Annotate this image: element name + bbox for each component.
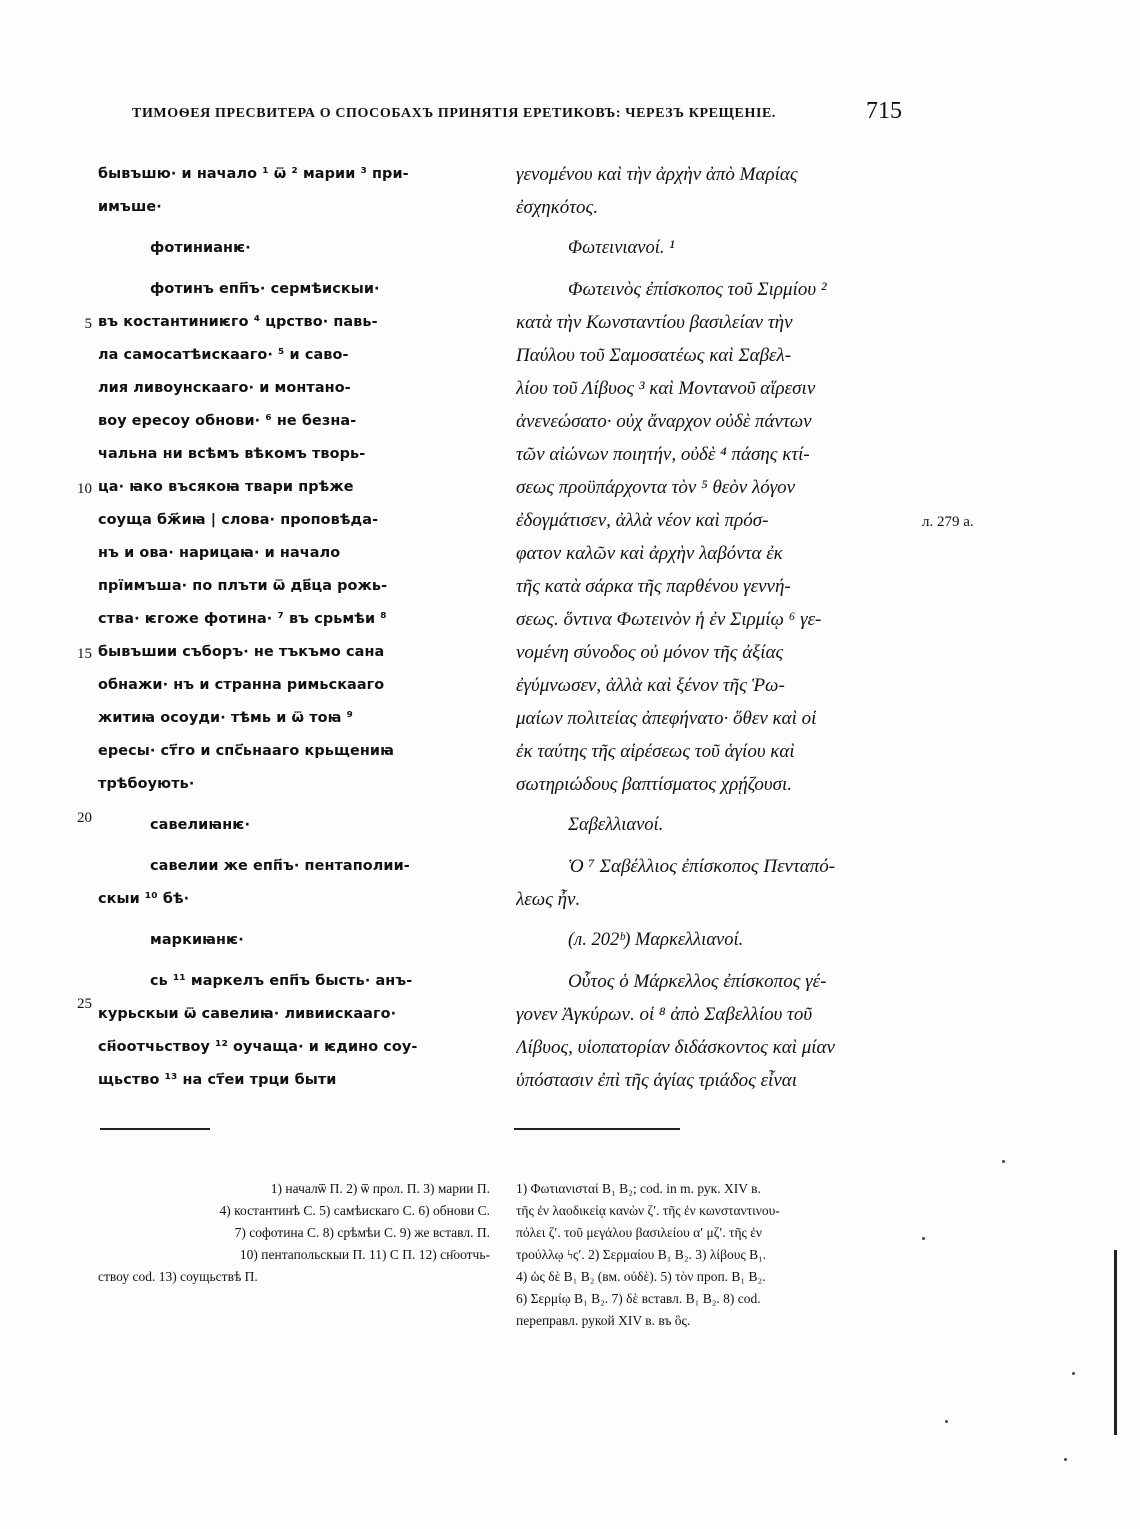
text-line: ἀνενεώσατο· οὐχ ἄναρχον οὐδὲ πάντων bbox=[516, 411, 812, 432]
text-line: σεως. ὅντινα Φωτεινὸν ἡ ἐν Σιρμίῳ ⁶ γε- bbox=[516, 609, 822, 630]
text-line: лия ливоунскааго· и монтано- bbox=[98, 380, 351, 396]
text-line: φατον καλῶν καὶ ἀρχὴν λαβόντα ἐκ bbox=[516, 543, 783, 564]
line-number-20: 20 bbox=[77, 810, 92, 826]
footnote-rule-right bbox=[514, 1128, 680, 1130]
text-line: въ костантиниѥго ⁴ црство· павь- bbox=[98, 314, 378, 330]
running-head bbox=[132, 98, 902, 124]
footnote-line: 4) ὡς δὲ B₁ B₂ (вм. οὐδὲ). 5) τὸν проп. B₁ B₂. bbox=[516, 1269, 766, 1284]
text-line: γονεν Ἀγκύρων. οἱ ⁸ ἀπὸ Σαβελλίου τοῦ bbox=[516, 1004, 813, 1025]
footnote-line: переправл. рукой XIV в. въ ὃς. bbox=[516, 1313, 691, 1328]
footnote-line: 1) Φωτιανισταί B₁ B₂; cod. in m. рук. XIV в. bbox=[516, 1181, 761, 1196]
text-line: ἐδογμάτισεν, ἀλλὰ νέον καὶ πρόσ- bbox=[516, 510, 769, 531]
text-line: нъ и ова· нарицаꙗ· и начало bbox=[98, 545, 341, 561]
greek-heading-marcellians bbox=[516, 924, 904, 957]
scan-speck bbox=[922, 1237, 925, 1240]
line-number-10: 10 bbox=[77, 481, 92, 497]
greek-heading-sabellians bbox=[516, 809, 904, 842]
text-line: ла самосатѣискааго· ⁵ и саво- bbox=[98, 347, 349, 363]
text-line: Ὁ ⁷ Σαβέλλιος ἐπίσκοπος Πενταπό- bbox=[568, 856, 836, 877]
line-number-15: 15 bbox=[77, 646, 92, 662]
text-line: κατὰ τὴν Κωνσταντίου βασιλείαν τὴν bbox=[516, 312, 793, 333]
scan-speck bbox=[1002, 1160, 1005, 1163]
line-number-25: 25 bbox=[77, 996, 92, 1012]
text-line: ересы· ст҃го и спс҃ьнааго крьщениꙗ bbox=[98, 743, 394, 759]
text-line: фотинъ епп҃ъ· сермѣискыи· bbox=[150, 281, 380, 297]
scan-speck bbox=[945, 1420, 948, 1423]
slavonic-heading-sabellians bbox=[98, 809, 486, 842]
text-line: Φωτεινὸς ἐπίσκοπος τοῦ Σιρμίου ² bbox=[568, 279, 827, 300]
scan-edge-mark bbox=[1114, 1250, 1117, 1435]
text-line: ства· ѥгоже фотина· ⁷ въ срьмѣи ⁸ bbox=[98, 611, 387, 627]
text-line: λεως ἦν. bbox=[516, 889, 581, 910]
text-line: трѣбоують· bbox=[98, 776, 195, 792]
footnote-line: 1) началѿ П. 2) ѿ прол. П. 3) марии П. bbox=[270, 1181, 490, 1196]
text-line: σεως προϋπάρχοντα τὸν ⁵ θεὸν λόγον bbox=[516, 477, 796, 498]
text-line: щьство ¹³ на ст҃еи трци быти bbox=[98, 1072, 337, 1088]
text-line: скыи ¹⁰ бѣ· bbox=[98, 891, 190, 907]
section-heading: Φωτεινιανοί. ¹ bbox=[568, 238, 675, 258]
text-line: курьскыи ѿ савелиꙗ· ливиискааго· bbox=[98, 1006, 397, 1022]
footnote-line: τῆς ἐν λαοδικείᾳ κανὼν ζ′. τῆς ἐν κωνσταντινου- bbox=[516, 1203, 780, 1218]
section-heading: Σαβελλιανοί. bbox=[568, 815, 664, 835]
line-number-5: 5 bbox=[84, 316, 92, 332]
text-line: чальна ни всѣмъ вѣкомъ творь- bbox=[98, 446, 366, 462]
greek-paragraph-sabellius bbox=[516, 850, 904, 916]
footnote-line: πόλει ζ′. τοῦ μεγάλου βασιλείου α′ μζ′. τῆς ἐν bbox=[516, 1225, 763, 1240]
text-line: соуща бж҃иꙗ | слова· проповѣда- bbox=[98, 512, 379, 528]
text-line: τῶν αἰώνων ποιητήν, οὐδὲ ⁴ πάσης κτί- bbox=[516, 444, 810, 465]
text-line: савелии же епп҃ъ· пентаполии- bbox=[150, 858, 410, 874]
section-heading: фотинианѥ· bbox=[150, 240, 251, 256]
greek-paragraph-marcellus bbox=[516, 965, 904, 1097]
text-line: имъше· bbox=[98, 199, 162, 215]
text-line: τῆς κατὰ σάρκα τῆς παρθένου γεννή- bbox=[516, 576, 791, 597]
slavonic-paragraph-photinus bbox=[98, 273, 486, 801]
text-line: ἐκ ταύτης τῆς αἱρέσεως τοῦ ἁγίου καὶ bbox=[516, 741, 795, 762]
footnote-line: 7) софотина С. 8) срѣмѣи С. 9) же вставл. П. bbox=[234, 1225, 490, 1240]
slavonic-column bbox=[98, 158, 486, 1097]
text-line: ἐγύμνωσεν, ἀλλὰ καὶ ξένον τῆς Ῥω- bbox=[516, 675, 785, 696]
footnote-rule-left bbox=[100, 1128, 210, 1130]
text-line: ца· ꙗко въсякоꙗ твари прѣже bbox=[98, 479, 354, 495]
text-line: ὑπόστασιν ἐπὶ τῆς ἁγίας τριάδος εἶναι bbox=[516, 1070, 798, 1091]
page-number: 715 bbox=[866, 98, 902, 124]
text-line: обнажи· нъ и странна римьскааго bbox=[98, 677, 385, 693]
text-line: бывъшии съборъ· не тъкъмо сана bbox=[98, 644, 385, 660]
text-line: λίου τοῦ Λίβυος ³ καὶ Μοντανοῦ αἵρεσιν bbox=[516, 378, 816, 399]
greek-column bbox=[516, 158, 904, 1097]
text-line: νομένη σύνοδος οὐ μόνον τῆς ἀξίας bbox=[516, 642, 784, 663]
footnote-line: 6) Σερμίῳ B₁ B₂. 7) δὲ вставл. B₁ B₂. 8) cod. bbox=[516, 1291, 761, 1306]
text-line: γενομένου καὶ τὴν ἀρχὴν ἀπὸ Μαρίας bbox=[516, 164, 798, 185]
section-heading: (л. 202ᵇ) Μαρκελλιανοί. bbox=[568, 930, 744, 950]
footnote-line: 10) пентапольскыи П. 11) С П. 12) сн҃оотчь- bbox=[239, 1247, 490, 1262]
text-line: μαίων πολιτείας ἀπεφήνατο· ὅθεν καὶ οἱ bbox=[516, 708, 817, 729]
slavonic-paragraph-marcellus bbox=[98, 965, 486, 1097]
text-line: воу ересоу обнови· ⁶ не безна- bbox=[98, 413, 357, 429]
slavonic-paragraph-1 bbox=[98, 158, 486, 224]
running-head-title: ТИМОѲЕЯ ПРЕСВИТЕРА О СПОСОБАХЪ ПРИНЯТІЯ ЕРЕТИКОВЪ: ЧЕРЕЗЪ КРЕЩЕНІЕ. bbox=[132, 106, 777, 121]
greek-paragraph-photinus bbox=[516, 273, 904, 801]
scan-speck bbox=[1072, 1372, 1075, 1375]
text-line: житиꙗ осоуди· тѣмь и ѿ тоꙗ ⁹ bbox=[98, 710, 354, 726]
greek-heading-photinians bbox=[516, 232, 904, 265]
margin-folio-note: л. 279 а. bbox=[922, 514, 974, 530]
slavonic-heading-marcellians bbox=[98, 924, 486, 957]
footnotes-slavonic bbox=[98, 1178, 490, 1288]
footnote-line: 4) костантинѣ С. 5) самѣискаго С. 6) обнови С. bbox=[219, 1203, 490, 1218]
text-line: Οὗτος ὁ Μάρκελλος ἐπίσκοπος γέ- bbox=[568, 971, 827, 992]
text-line: сь ¹¹ маркелъ епп҃ъ бысть· анъ- bbox=[150, 973, 413, 989]
text-line: Παύλου τοῦ Σαμοσατέως καὶ Σαβελ- bbox=[516, 345, 792, 366]
slavonic-paragraph-sabellius bbox=[98, 850, 486, 916]
slavonic-heading-photinians bbox=[98, 232, 486, 265]
text-line: прїимъша· по плъти ѿ дв҃ца рожь- bbox=[98, 578, 388, 594]
footnotes-greek bbox=[516, 1178, 908, 1332]
section-heading: савелиꙗнѥ· bbox=[150, 817, 251, 833]
text-line: ἐσχηκότος. bbox=[516, 197, 599, 218]
scan-speck bbox=[1064, 1458, 1067, 1461]
text-line: σωτηριώδους βαπτίσματος χρῄζουσι. bbox=[516, 774, 792, 795]
footnote-line: ствоу cod. 13) соущьствѣ П. bbox=[98, 1269, 258, 1284]
section-heading: маркиꙗнѥ· bbox=[150, 932, 244, 948]
text-line: сн҃оотчьствоу ¹² оучаща· и ѥдино соу- bbox=[98, 1039, 418, 1055]
text-line: Λίβυος, υἱοπατορίαν διδάσκοντος καὶ μίαν bbox=[516, 1037, 835, 1058]
footnote-line: τρούλλῳ ϟς′. 2) Σερμαίου B₁ B₂. 3) λίβους B₁. bbox=[516, 1247, 767, 1262]
text-line: бывъшю· и начало ¹ ѿ ² марии ³ при- bbox=[98, 166, 409, 182]
greek-paragraph-1 bbox=[516, 158, 904, 224]
